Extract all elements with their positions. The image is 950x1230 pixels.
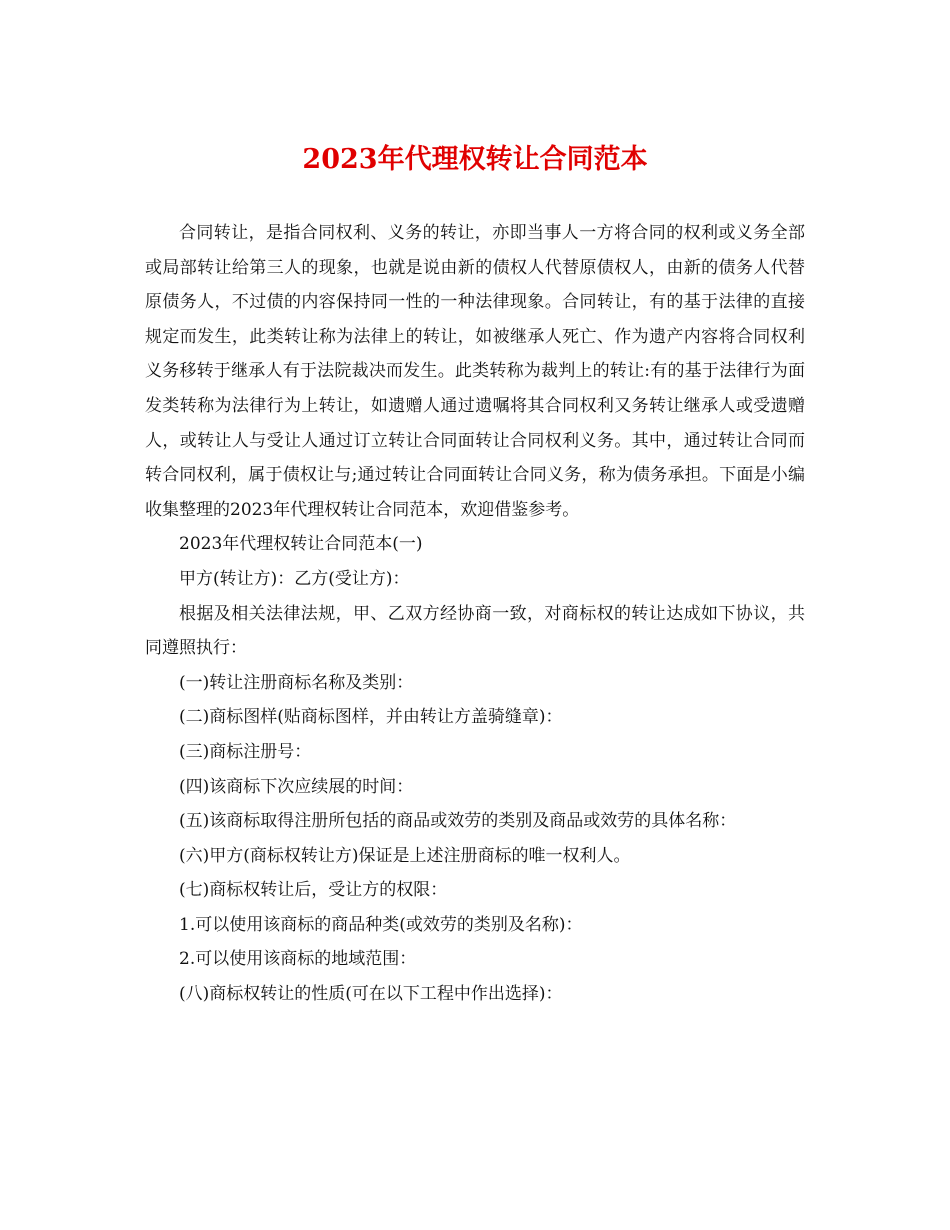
clause-3: (三)商标注册号： (179, 741, 312, 762)
clause-5: (五)该商标取得注册所包括的商品或效劳的类别及商品或效劳的具体名称： (179, 811, 737, 832)
clause-2: (二)商标图样(贴商标图样，并由转让方盖骑缝章)： (179, 707, 563, 728)
clause-7-item-1: 1.可以使用该商标的商品种类(或效劳的类别及名称)： (179, 914, 583, 935)
clause-7: (七)商标权转让后，受让方的权限： (179, 880, 448, 901)
clause-6: (六)甲方(商标权转让方)保证是上述注册商标的唯一权利人。 (179, 845, 631, 866)
document-title: 2023年代理权转让合同范本 (302, 144, 648, 175)
document-body (145, 216, 805, 1012)
clause-1: (一)转让注册商标名称及类别： (179, 672, 414, 693)
parties-line: 甲方(转让方)：乙方(受让方)： (179, 568, 410, 589)
clause-8: (八)商标权转让的性质(可在以下工程中作出选择)： (179, 984, 563, 1005)
agreement-paragraph: 根据及相关法律法规，甲、乙双方经协商一致，对商标权的转让达成如下协议，共同遵照执行： (145, 603, 805, 659)
intro-paragraph: 合同转让，是指合同权利、义务的转让，亦即当事人一方将合同的权利或义务全部或局部转让给第三人的现象，也就是说由新的债权人代替原债权人，由新的债务人代替原债务人，不过债的内容保持同一性的一种法律现象。合同转让，有的基于法律的直接规定而发生，此类转让称为法律上的转让，如被继承人死亡、作为遗产内容将合同权利义务移转于继承人有于法院裁决而发生。此类转称为裁判上的转让:有的基于法律行为面发类转称为法律行为上转让，如遗赠人通过遗嘱将其合同权利又务转让继承人或受遗赠人，或转让人与受让人通过订立转让合同面转让合同权利义务。其中，通过转让合同而转合同权利，属于债权让与;通过转让合同面转让合同义务，称为债务承担。下面是小编收集整理的2023年代理权转让合同范本，欢迎借鉴参考。 (145, 223, 805, 520)
clause-4: (四)该商标下次应续展的时间： (179, 776, 414, 797)
section-heading: 2023年代理权转让合同范本(一) (179, 534, 423, 555)
clause-7-item-2: 2.可以使用该商标的地域范围： (179, 949, 417, 970)
